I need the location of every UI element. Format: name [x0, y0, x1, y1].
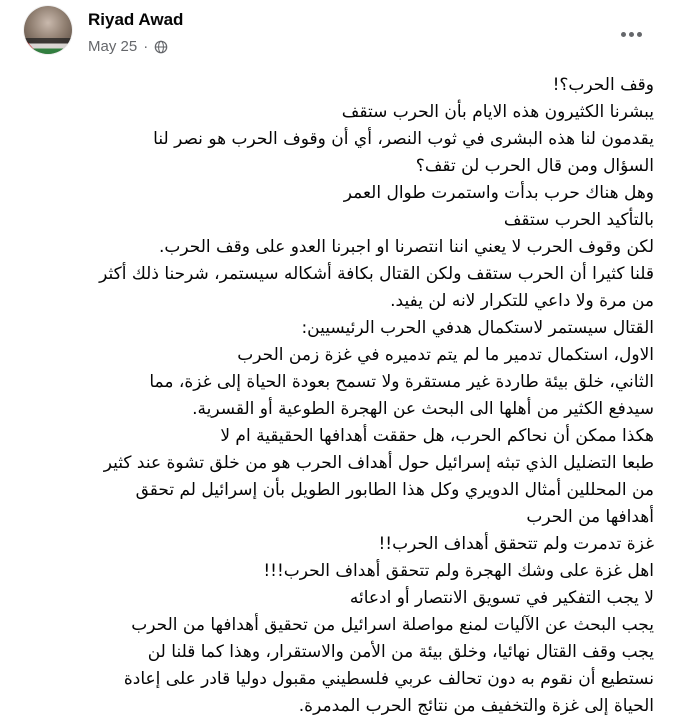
post-line: بالتأكيد الحرب ستقف [503, 210, 654, 230]
post-line: هكذا ممكن أن نحاكم الحرب، هل حققت أهدافها الحقيقية ام لا [220, 426, 654, 446]
meta-separator: · [143, 38, 149, 55]
post-date[interactable]: May 25 [88, 38, 138, 55]
post-line: وقف الحرب؟! [552, 75, 654, 95]
post-line: أهدافها من الحرب [526, 507, 654, 527]
post-line: نستطيع أن نقوم به دون تحالف عربي فلسطيني مقبول دوليا قادر على إعادة [123, 669, 654, 689]
more-horizontal-icon [621, 32, 626, 37]
post-line: وهل هناك حرب بدأت واستمرت طوال العمر [343, 183, 654, 203]
post-meta [88, 38, 168, 55]
post-body [18, 72, 654, 720]
post-line: طبعا التضليل الذي تبثه إسرائيل حول أهداف الحرب هو من خلق تشوة عند كثير [103, 453, 654, 473]
more-dot [629, 32, 634, 37]
post-line: يقدمون لنا هذه البشرى في ثوب النصر، أي أن وقوف الحرب هو نصر لنا [153, 129, 654, 149]
author-avatar[interactable] [24, 6, 72, 54]
post-line: اهل غزة على وشك الهجرة ولم تتحقق أهداف الحرب!!! [263, 561, 654, 581]
post-line: سيدفع الكثير من أهلها الى البحث عن الهجرة الطوعية أو القسرية. [192, 399, 654, 419]
post-line: القتال سيستمر لاستكمال هدفي الحرب الرئيسيين: [301, 318, 654, 338]
avatar-flag-triangle [24, 38, 38, 54]
post-line: من مرة ولا داعي للتكرار لانه لن يفيد. [390, 291, 654, 311]
more-options-button[interactable] [615, 22, 647, 46]
globe-icon[interactable] [154, 40, 168, 54]
post-line: يجب البحث عن الآليات لمنع مواصلة اسرائيل من تحقيق أهدافها من الحرب [131, 615, 654, 635]
more-dot [637, 32, 642, 37]
post-line: غزة تدمرت ولم تتحقق أهداف الحرب!! [378, 534, 654, 554]
post-line: لا يجب التفكير في تسويق الانتصار أو ادعائه [349, 588, 654, 608]
post-line: السؤال ومن قال الحرب لن تقف؟ [415, 156, 654, 176]
post-line: قلنا كثيرا أن الحرب ستقف ولكن القتال بكافة أشكاله سيستمر، شرحنا ذلك أكثر [99, 264, 654, 284]
post-line: يبشرنا الكثيرون هذه الايام بأن الحرب ستقف [341, 102, 654, 122]
author-name[interactable]: Riyad Awad [88, 10, 184, 29]
post-line: الاول، استكمال تدمير ما لم يتم تدميره في غزة زمن الحرب [237, 345, 654, 365]
post-line: الحياة إلى غزة والتخفيف من نتائج الحرب المدمرة. [298, 696, 654, 716]
post-line: الثاني، خلق بيئة طاردة غير مستقرة ولا تسمح بعودة الحياة إلى غزة، مما [149, 372, 654, 392]
post-line: لكن وقوف الحرب لا يعني اننا انتصرنا او اجبرنا العدو على وقف الحرب. [158, 237, 654, 257]
post-header [0, 0, 673, 72]
post-line: يجب وقف القتال نهائيا، وخلق بيئة من الأمن والاستقرار، وهذا كما قلنا لن [147, 642, 654, 662]
post-line: من المحللين أمثال الدويري وكل هذا الطابور الطويل بأن إسرائيل لم تحقق [135, 480, 654, 500]
